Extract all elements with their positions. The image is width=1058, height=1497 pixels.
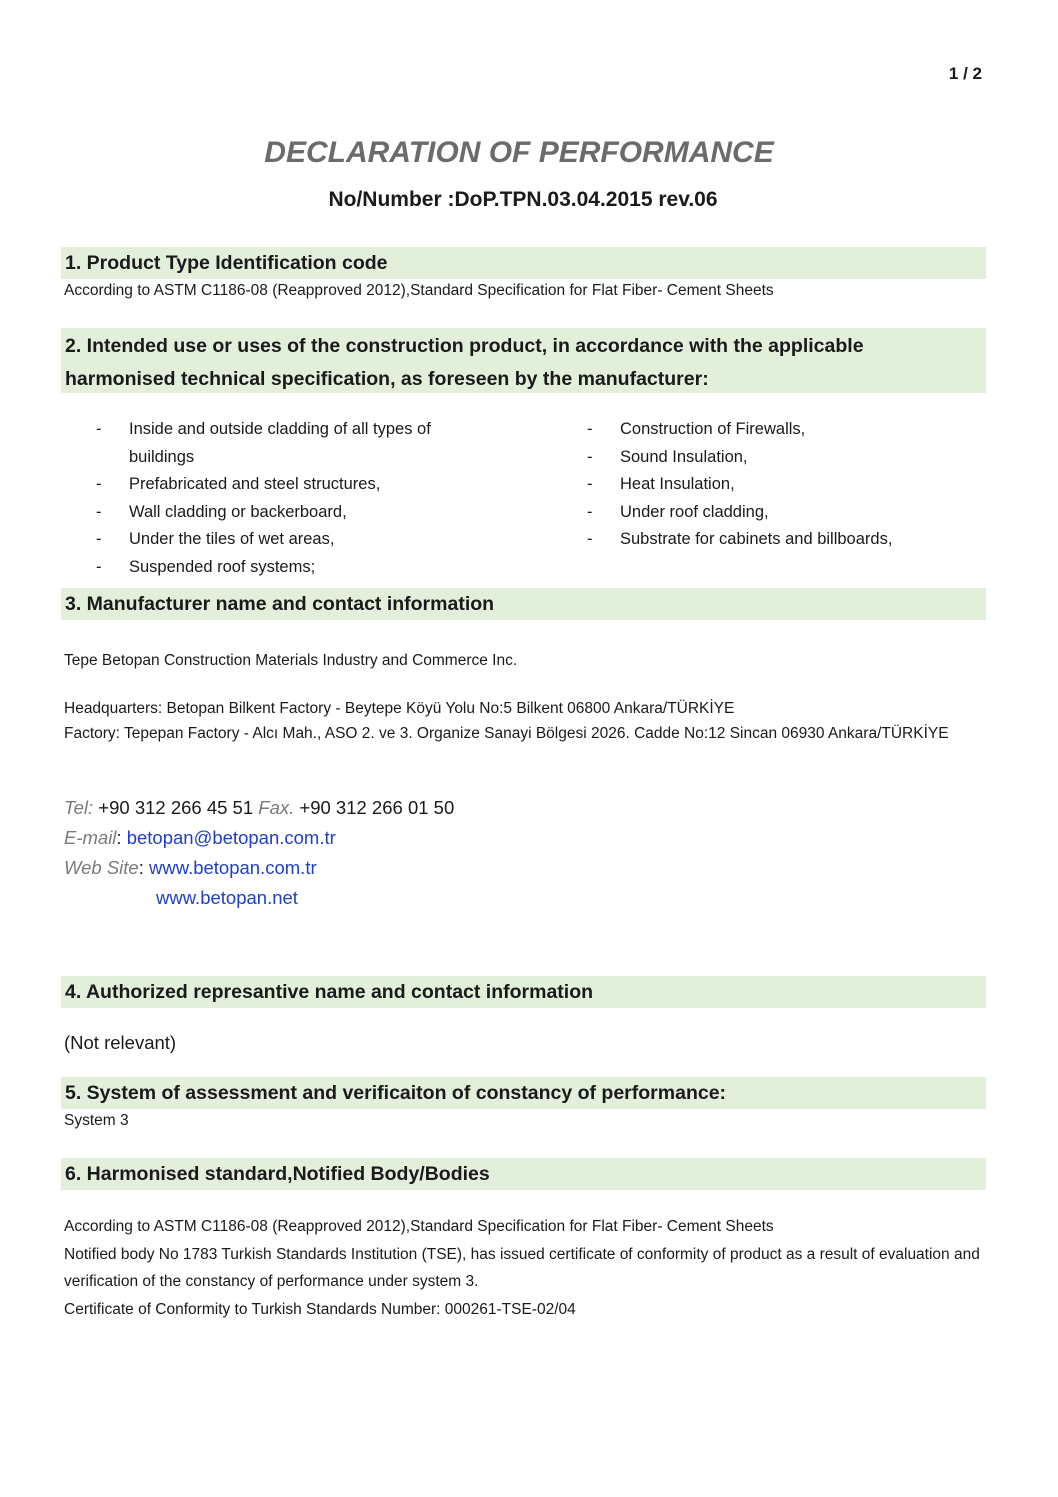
list-item — [587, 444, 987, 472]
list-item — [587, 526, 987, 554]
section-4-heading: 4. Authorized represantive name and contact information — [61, 976, 986, 1008]
list-item — [96, 499, 491, 527]
list-item-text: Under the tiles of wet areas, — [129, 530, 335, 548]
dash-bullet: - — [587, 447, 593, 466]
dash-bullet: - — [96, 502, 102, 521]
website-link-1[interactable]: www.betopan.com.tr — [149, 857, 317, 878]
fax-value: +90 312 266 01 50 — [299, 797, 455, 818]
section-1-text: According to ASTM C1186-08 (Reapproved 2012),Standard Specification for Flat Fiber- Cement Sheets — [64, 282, 774, 299]
dash-bullet: - — [587, 420, 593, 438]
list-item-text: Prefabricated and steel structures, — [129, 475, 381, 493]
dash-bullet: - — [587, 502, 593, 521]
section-2-heading — [61, 328, 986, 393]
dash-bullet: - — [96, 557, 102, 576]
tel-value: +90 312 266 45 51 — [98, 797, 254, 818]
page-number: 1 / 2 — [948, 64, 982, 83]
intended-uses-right-list — [587, 416, 987, 554]
list-item — [96, 471, 491, 499]
intended-uses-left-list — [96, 416, 491, 581]
email-line: E-mail: betopan@betopan.com.tr — [64, 827, 336, 848]
section-6-certificate-line: Certificate of Conformity to Turkish Standards Number: 000261-TSE-02/04 — [64, 1300, 576, 1318]
dash-bullet: - — [587, 530, 593, 548]
website-label: Web Site — [64, 857, 139, 878]
list-item-text: Wall cladding or backerboard, — [129, 502, 347, 521]
list-item — [587, 416, 987, 444]
section-4-text: (Not relevant) — [64, 1032, 177, 1053]
phone-fax-line — [64, 797, 454, 819]
list-item — [96, 526, 491, 554]
list-item-text: Substrate for cabinets and billboards, — [620, 530, 893, 548]
section-6-notified-body-line: Notified body No 1783 Turkish Standards Institution (TSE), has issued certificate of conformity of product as a result of evaluation and verification of the constancy of performance under system 3. — [64, 1245, 980, 1290]
section-2-heading-line-2: harmonised technical specification, as foreseen by the manufacturer: — [65, 368, 709, 390]
email-label: E-mail — [64, 827, 117, 848]
section-5-heading: 5. System of assessment and verificaiton of constancy of performance: — [61, 1077, 986, 1109]
section-6-standard-line: According to ASTM C1186-08 (Reapproved 2012),Standard Specification for Flat Fiber- Cement Sheets — [64, 1218, 774, 1235]
list-item-text: Under roof cladding, — [620, 502, 769, 521]
list-item-text: Construction of Firewalls, — [620, 420, 806, 438]
company-name: Tepe Betopan Construction Materials Industry and Commerce Inc. — [64, 652, 518, 669]
factory-address: Factory: Tepepan Factory - Alcı Mah., ASO 2. ve 3. Organize Sanayi Bölgesi 2026. Cadde No:12 Sincan 06930 Ankara/TÜRKİYE — [64, 725, 949, 742]
list-item — [96, 554, 491, 582]
list-item — [587, 499, 987, 527]
list-item-text: Heat Insulation, — [620, 475, 735, 493]
section-6-body — [64, 1213, 986, 1323]
list-item — [587, 471, 987, 499]
section-5-text: System 3 — [64, 1112, 129, 1129]
email-link[interactable]: betopan@betopan.com.tr — [126, 827, 336, 848]
document-number: No/Number :DoP.TPN.03.04.2015 rev.06 — [328, 188, 718, 211]
dash-bullet: - — [587, 475, 593, 493]
section-1-heading: 1. Product Type Identification code — [61, 247, 986, 279]
headquarters-address: Headquarters: Betopan Bilkent Factory - Beytepe Köyü Yolu No:5 Bilkent 06800 Ankara/TÜRKİYE — [64, 700, 735, 717]
list-item-text: Inside and outside cladding of all types of buildings — [129, 420, 431, 466]
section-2-heading-line-1: 2. Intended use or uses of the construction product, in accordance with the applicable — [65, 335, 864, 357]
fax-label: Fax. — [258, 797, 295, 818]
dash-bullet: - — [96, 530, 102, 548]
list-item-text: Sound Insulation, — [620, 447, 748, 466]
website-link-2[interactable]: www.betopan.net — [156, 887, 298, 908]
dash-bullet: - — [96, 420, 102, 438]
document-title: DECLARATION OF PERFORMANCE — [264, 136, 774, 169]
section-6-heading: 6. Harmonised standard,Notified Body/Bodies — [61, 1158, 986, 1190]
list-item-text: Suspended roof systems; — [129, 557, 316, 576]
dash-bullet: - — [96, 475, 102, 493]
list-item — [96, 416, 491, 471]
section-3-heading: 3. Manufacturer name and contact information — [61, 588, 986, 620]
tel-label: Tel: — [64, 797, 94, 818]
website-line: Web Site: www.betopan.com.tr — [64, 857, 317, 878]
